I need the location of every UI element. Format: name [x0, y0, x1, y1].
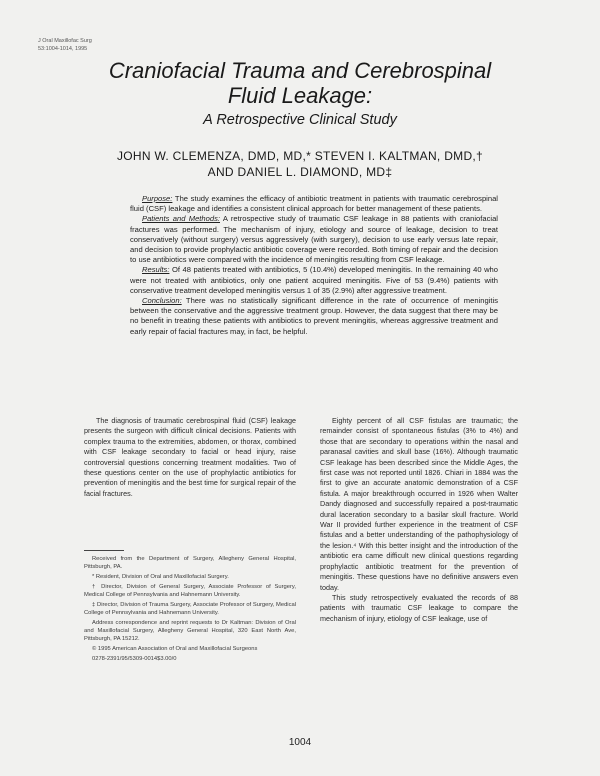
footnote-issn: 0278-2391/95/5309-0014$3.00/0	[92, 656, 177, 662]
footnote-author-2: † Director, Division of General Surgery, Associate Professor of Surgery, Medical College of Pennsylvania and Hahnemann University.	[84, 584, 296, 598]
body-paragraph: This study retrospectively evaluated the records of 88 patients with traumatic CSF leakage to compare the mechanism of injury, etiology of CSF leakage, use of	[320, 592, 518, 623]
body-left-column	[84, 416, 296, 499]
authors-line-2: AND DANIEL L. DIAMOND, MD‡	[207, 165, 393, 179]
authors-line-1: JOHN W. CLEMENZA, DMD, MD,* STEVEN I. KALTMAN, DMD,†	[116, 149, 484, 163]
footnote-address: Address correspondence and reprint requests to Dr Kaltman: Division of Oral and Maxillofacial Surgery, Allegheny General Hospital, 320 East North Ave, Pittsburgh, PA 15212.	[84, 620, 296, 642]
subtitle: A Retrospective Clinical Study	[203, 112, 397, 128]
footnote-author-1: * Resident, Division of Oral and Maxillofacial Surgery.	[92, 574, 229, 580]
journal-header	[38, 37, 92, 53]
body-paragraph: The diagnosis of traumatic cerebrospinal fluid (CSF) leakage presents the surgeon with difficult clinical decisions. Patients with complex trauma to the extremities, abdomen, or thorax, combined with CSF leakage secondary to facial or head injury, raise controversial questions concerning treatment modalities. Two of these questions center on the use of prophylactic antibiotics for prevention of meningitis and the best time for surgical repair of the facial fractures.	[84, 416, 296, 498]
footnotes	[84, 555, 296, 665]
results-text: Of 48 patients treated with antibiotics, 5 (10.4%) developed meningitis. In the remaining 40 who were not treated with antibiotics, only one patient acquired meningitis. Five of 53 (9.4%) patients with conservative treatment developed meningitis versus 1 of 35 (2.9%) after aggressive treatment.	[130, 265, 498, 295]
abstract-purpose	[130, 194, 498, 214]
page-number: 1004	[288, 737, 312, 748]
results-heading: Results:	[142, 265, 170, 275]
abstract	[130, 194, 498, 337]
body-right-column	[320, 416, 518, 624]
journal-name: J Oral Maxillofac Surg	[38, 38, 92, 44]
footnote-copyright: © 1995 American Association of Oral and Maxillofacial Surgeons	[92, 646, 258, 652]
title-line-2: Fluid Leakage:	[227, 83, 373, 108]
conclusion-heading: Conclusion:	[142, 296, 182, 306]
body-paragraph: Eighty percent of all CSF fistulas are traumatic; the remainder consist of spontaneous fistulas (3% to 4%) and those that are secondary to operations within the nasal and paranasal cavities and skull base (16%). Although traumatic CSF leakage has been described since the Middle Ages, the first case was not reported until 1826. Chiari in 1884 was the first to give an accurate anatomic demonstration of a CSF fistula. A major breakthrough occurred in 1926 when Walter Dandy diagnosed and successfully repaired a post-traumatic dural laceration secondary to a basilar skull fracture. World War II provided further experience in the treatment of CSF fistulas and a better understanding of the pathophysiology of the lesion.⁴ With this better insight and the introduction of the antibiotic era came difficult new clinical questions regarding prophylactic antibiotic treatment for the prevention of meningitis. These questions have no definitive answers even today.	[320, 416, 518, 592]
footnote-divider	[84, 550, 124, 551]
journal-citation: 53:1004-1014, 1995	[38, 46, 88, 52]
abstract-conclusion	[130, 296, 498, 337]
footnote-received: Received from the Department of Surgery, Allegheny General Hospital, Pittsburgh, PA.	[84, 556, 296, 570]
methods-heading: Patients and Methods:	[142, 214, 220, 224]
footnote-author-3: ‡ Director, Division of Trauma Surgery, Associate Professor of Surgery, Medical College of Pennsylvania and Hahnemann University.	[84, 602, 296, 616]
abstract-methods	[130, 214, 498, 265]
methods-text: A retrospective study of traumatic CSF leakage in 88 patients with craniofacial fractures was performed. The mechanism of injury, etiology and source of leakage, decision to treat conservatively (without surgery) versus aggressively (with surgery), decision to use early versus late repair, and decision to provide prophylactic antibiotic coverage were recorded. Both timing of repair and the decision to use antibiotics were compared with the incidence of meningitis resulting from CSF leakage.	[130, 214, 498, 265]
conclusion-text: There was no statistically significant difference in the rate of occurrence of meningitis between the conservative and the aggressive treatment group. However, the data suggest that there may be no benefit in treating these patients with antibiotics to prevent meningitis, whereas aggressive treatment and early repair of facial fractures may, in fact, be helpful.	[130, 296, 498, 336]
purpose-heading: Purpose:	[142, 194, 173, 203]
title-line-1: Craniofacial Trauma and Cerebrospinal	[108, 58, 492, 83]
abstract-results	[130, 265, 498, 296]
purpose-text: The study examines the efficacy of antibiotic treatment in patients with traumatic cerebrospinal fluid (CSF) leakage and identifies a consistent clinical approach for better management of these patients.	[130, 194, 498, 214]
